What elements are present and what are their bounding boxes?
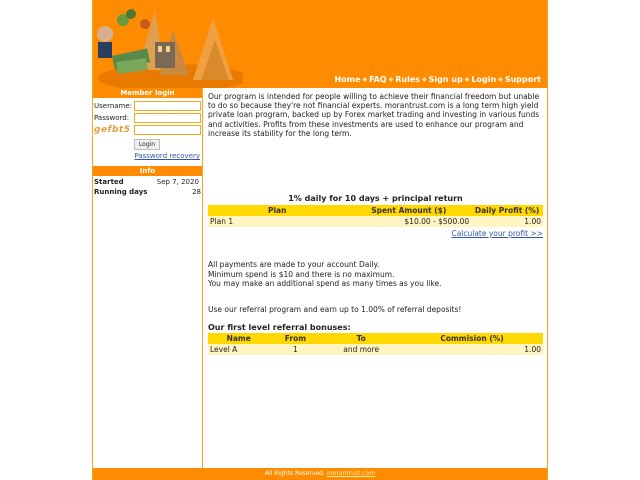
- running-days-label: Running days: [94, 188, 148, 196]
- footer-site-link[interactable]: morantrust.com: [326, 470, 376, 477]
- password-label: Password:: [94, 114, 130, 122]
- login-button[interactable]: Login: [134, 139, 160, 150]
- diamond-bullet-icon: ◆: [388, 76, 394, 83]
- info-table: [93, 177, 202, 197]
- payments-line: All payments are made to your account Daily.: [208, 260, 380, 270]
- referral-name: Level A: [208, 344, 269, 355]
- payments-line: Minimum spend is $10 and there is no maximum.: [208, 269, 395, 279]
- payments-line: You may make an additional spend as many times as you like.: [208, 279, 442, 289]
- username-label: Username:: [94, 102, 133, 110]
- plan-amount: $10.00 - $500.00: [346, 216, 471, 227]
- profit-col-header: Daily Profit (%): [471, 205, 543, 216]
- password-recovery-link[interactable]: Password recovery: [134, 152, 200, 160]
- top-navigation: [334, 75, 541, 84]
- info-row-running-days: [93, 187, 202, 197]
- payments-info: [208, 260, 543, 289]
- footer-text: All Rights Reserved.: [264, 470, 325, 477]
- captcha-input[interactable]: [134, 125, 201, 135]
- captcha-row: [94, 124, 202, 136]
- header-illustration: [93, 0, 243, 88]
- plan-table: [208, 205, 543, 227]
- diamond-bullet-icon: ◆: [362, 76, 368, 83]
- diamond-bullet-icon: ◆: [498, 76, 503, 83]
- login-form: [93, 98, 202, 160]
- footer: [93, 468, 547, 480]
- captcha-image: gefbt5: [94, 125, 131, 135]
- running-days-value: 28: [192, 188, 201, 196]
- table-row: [208, 216, 543, 227]
- plan-header-row: [208, 205, 543, 216]
- referral-table: [208, 333, 543, 355]
- started-value: Sep 7, 2020: [156, 178, 199, 186]
- password-input[interactable]: [134, 113, 201, 123]
- referral-to: and more: [321, 344, 401, 355]
- plan-profit: 1.00: [471, 216, 543, 227]
- password-row: [94, 112, 202, 124]
- referral-title: Our first level referral bonuses:: [208, 322, 351, 332]
- to-col-header: To: [321, 333, 401, 344]
- commission-col-header: Commision (%): [401, 333, 543, 344]
- referral-header-row: [208, 333, 543, 344]
- header-banner: [93, 0, 547, 88]
- info-row-started: [93, 177, 202, 187]
- nav-rules[interactable]: Rules: [395, 75, 421, 84]
- page-container: [92, 0, 548, 480]
- nav-faq[interactable]: FAQ: [369, 75, 387, 84]
- plan-title: 1% daily for 10 days + principal return: [288, 194, 463, 204]
- username-row: [94, 100, 202, 112]
- started-label: Started: [94, 178, 124, 186]
- nav-login[interactable]: Login: [471, 75, 497, 84]
- member-login-title: Member login: [93, 88, 202, 98]
- amount-col-header: Spent Amount ($): [346, 205, 471, 216]
- calculate-profit-link[interactable]: Calculate your profit >>: [451, 229, 543, 239]
- plan-col-header: Plan: [208, 205, 346, 216]
- sidebar: [93, 88, 203, 468]
- nav-support[interactable]: Support: [504, 75, 541, 84]
- table-row: [208, 344, 543, 355]
- diamond-bullet-icon: ◆: [464, 76, 470, 83]
- intro-text: Our program is intended for people willing to achieve their financial freedom but unable to do so because they're not financial experts. morantrust.com is a long term high yield private loan program, backed up by Forex market trading and investing in various funds and activities. Profits from these investments are used to enhance our program and increase its stability for the long term.: [208, 92, 540, 138]
- username-input[interactable]: [134, 101, 201, 111]
- plan-name: Plan 1: [208, 216, 346, 227]
- from-col-header: From: [269, 333, 321, 344]
- nav-home[interactable]: Home: [334, 75, 361, 84]
- diamond-bullet-icon: ◆: [422, 76, 427, 83]
- referral-text: Use our referral program and earn up to 1.00% of referral deposits!: [208, 304, 462, 314]
- nav-signup[interactable]: Sign up: [428, 75, 463, 84]
- name-col-header: Name: [208, 333, 269, 344]
- main-content: [208, 92, 543, 355]
- info-title: Info: [93, 166, 202, 176]
- referral-commission: 1.00: [401, 344, 543, 355]
- referral-from: 1: [269, 344, 321, 355]
